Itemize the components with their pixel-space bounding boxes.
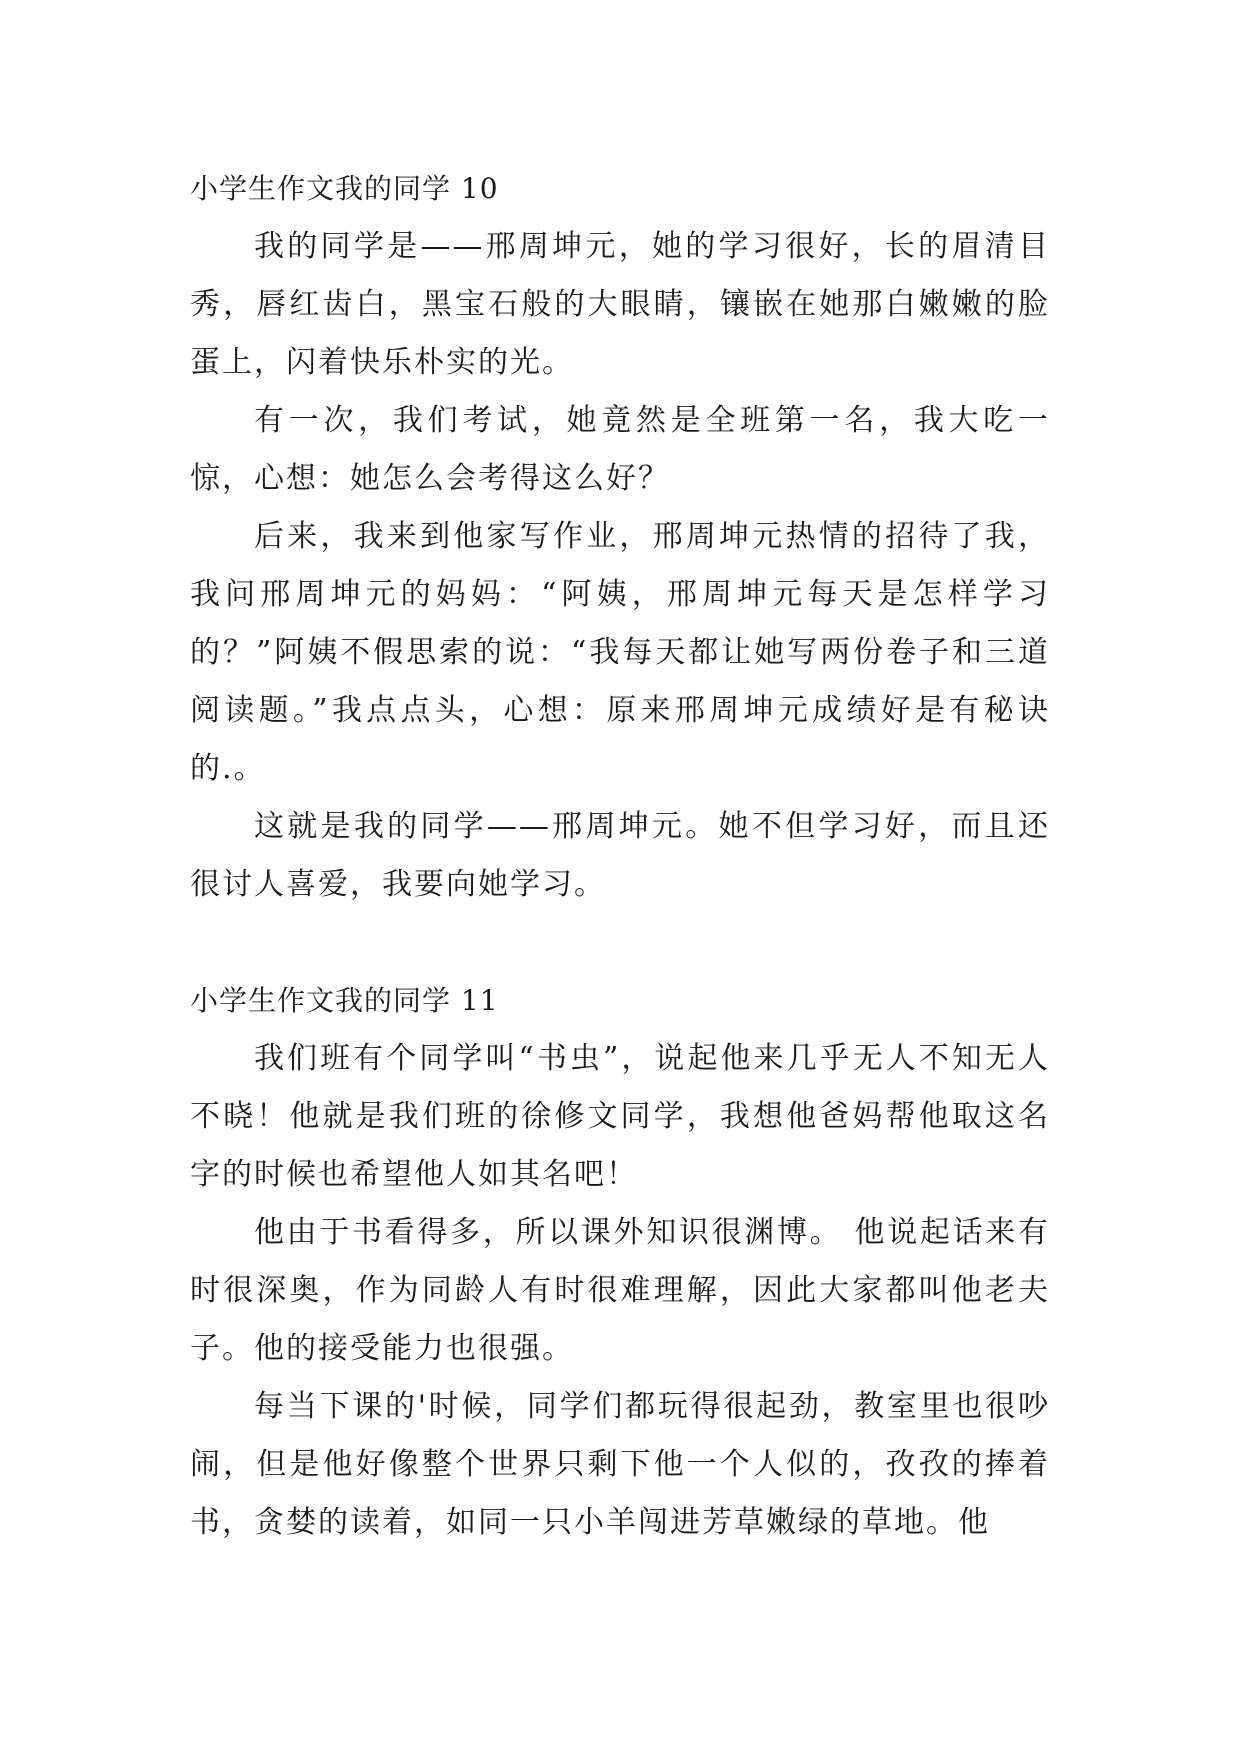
essay-section xyxy=(190,160,1050,914)
essay-paragraph: 有一次，我们考试，她竟然是全班第一名，我大吃一惊，心想：她怎么会考得这么好？ xyxy=(190,403,1050,496)
essay-paragraph: 后来，我来到他家写作业，邢周坤元热情的招待了我，我问邢周坤元的妈妈：“阿姨，邢周坤元每天是怎样学习的？”阿姨不假思索的说：“我每天都让她写两份卷子和三道阅读题。”我点点头，心想：原来邢周坤元成绩好是有秘诀的.。 xyxy=(190,519,1050,786)
essay-paragraph: 这就是我的同学——邢周坤元。她不但学习好，而且还很讨人喜爱，我要向她学习。 xyxy=(190,809,1050,902)
essay-paragraph: 我们班有个同学叫“书虫”，说起他来几乎无人不知无人不晓！他就是我们班的徐修文同学，我想他爸妈帮他取这名字的时候也希望他人如其名吧！ xyxy=(190,1041,1050,1192)
essay-title: 小学生作文我的同学 11 xyxy=(190,984,499,1017)
essay-paragraph: 我的同学是——邢周坤元，她的学习很好，长的眉清目秀，唇红齿白，黑宝石般的大眼睛，镶嵌在她那白嫩嫩的脸蛋上，闪着快乐朴实的光。 xyxy=(190,229,1050,380)
essay-paragraph: 每当下课的'时候，同学们都玩得很起劲，教室里也很吵闹，但是他好像整个世界只剩下他一个人似的，孜孜的捧着书，贪婪的读着，如同一只小羊闯进芳草嫩绿的草地。他 xyxy=(190,1389,1050,1540)
essay-title: 小学生作文我的同学 10 xyxy=(190,172,499,205)
essay-section xyxy=(190,972,1050,1552)
essay-paragraph: 他由于书看得多，所以课外知识很渊博。 他说起话来有时很深奥，作为同龄人有时很难理解，因此大家都叫他老夫子。他的接受能力也很强。 xyxy=(190,1215,1050,1366)
